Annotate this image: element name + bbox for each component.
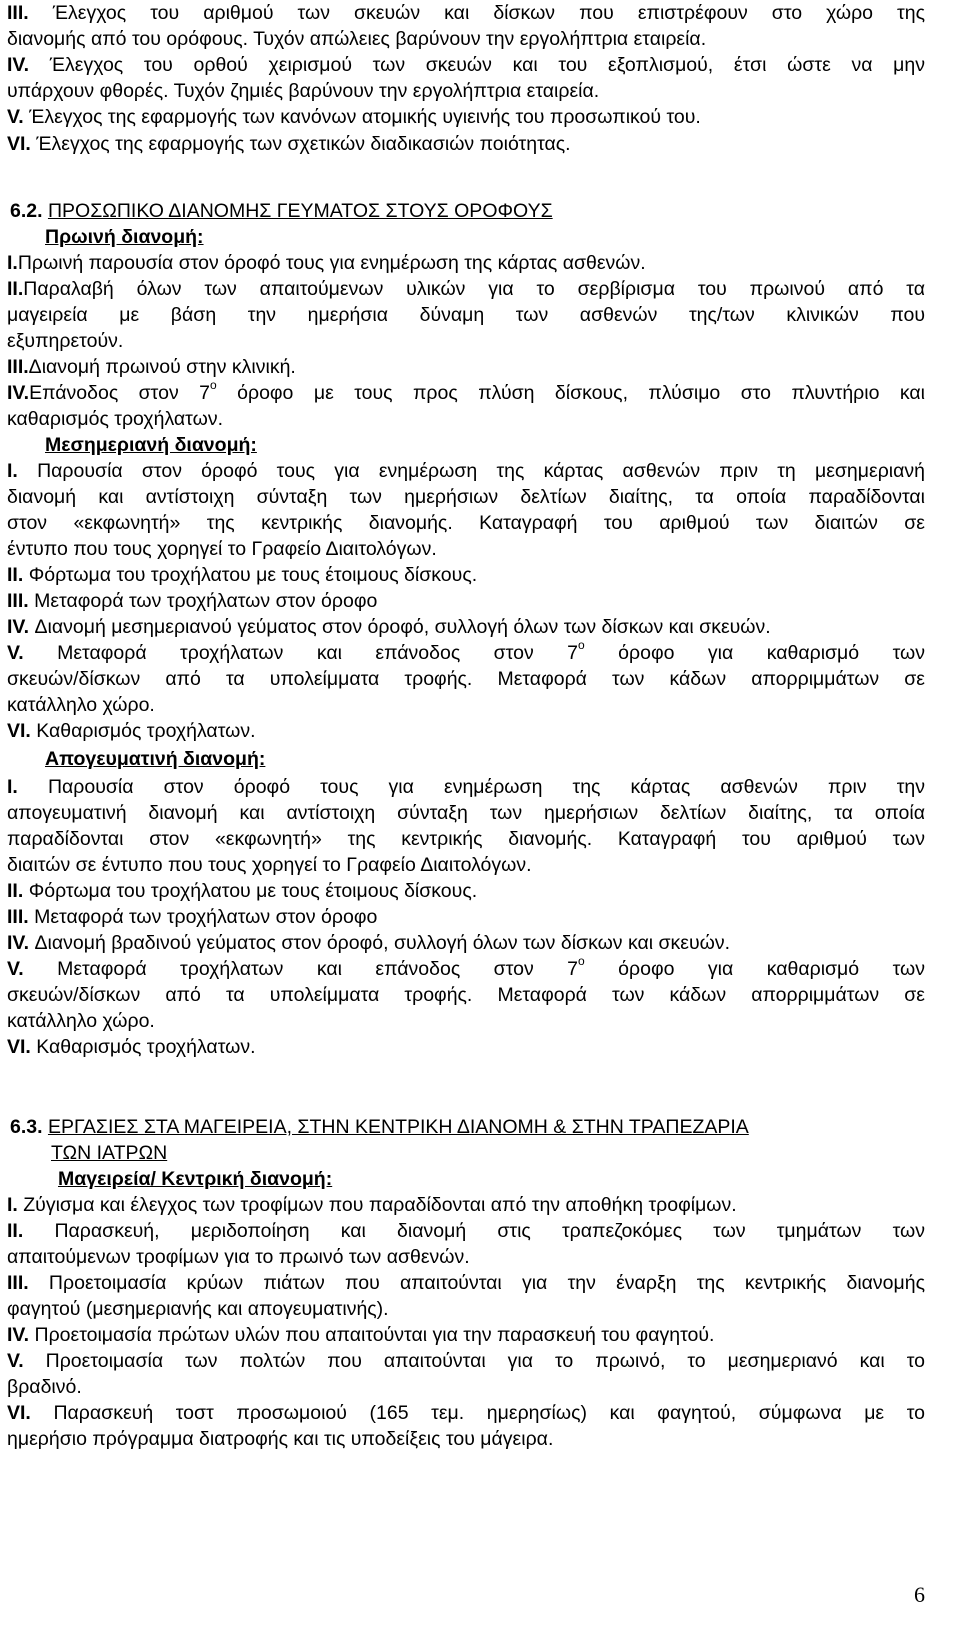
- morning-item-iv-cont: καθαρισμός τροχήλατων.: [7, 408, 224, 430]
- item-text: Παρουσία στον όροφό τους για ενημέρωση της κάρτας ασθενών πριν τη μεσημεριανή: [37, 460, 925, 482]
- noon-item-i: [7, 458, 925, 485]
- item-text: Μεταφορά των τροχήλατων στον όροφο: [34, 906, 378, 928]
- morning-item-ii: [7, 276, 925, 303]
- afternoon-item-v-cont2: κατάλληλο χώρο.: [7, 1010, 155, 1032]
- item-number: I.: [7, 776, 18, 798]
- noon-item-i-cont3: έντυπο που τους χορηγεί το Γραφείο Διαιτολόγων.: [7, 538, 437, 560]
- item-number: V.: [7, 958, 24, 980]
- subheading-kitchen: Μαγειρεία/ Κεντρική διανομή:: [58, 1168, 333, 1190]
- afternoon-item-v: [7, 956, 925, 983]
- section-heading-6-3: [10, 1114, 960, 1141]
- afternoon-item-ii: [7, 878, 960, 905]
- noon-item-i-cont2: στον «εκφωνητή» της κεντρικής διανομής. Καταγραφή του αριθμού των διαιτών σε: [7, 512, 925, 534]
- section-title: ΠΡΟΣΩΠΙΚΟ ΔΙΑΝΟΜΗΣ ΓΕΥΜΑΤΟΣ ΣΤΟΥΣ ΟΡΟΦΟΥΣ: [47, 200, 553, 222]
- item-text: Προετοιμασία πρώτων υλών που απαιτούνται για την παρασκευή του φαγητού.: [34, 1324, 715, 1346]
- kitchen-item-vi-cont: ημερήσιο πρόγραμμα διατροφής και τις υποδείξεις του μάγειρα.: [7, 1428, 554, 1450]
- morning-item-iv: [7, 380, 925, 407]
- superscript: ο: [210, 378, 217, 392]
- kitchen-item-v-cont: βραδινό.: [7, 1376, 82, 1398]
- item-text: Έλεγχος του αριθμού των σκευών και δίσκων που επιστρέφουν στο χώρο της: [52, 2, 926, 24]
- noon-item-v: [7, 640, 925, 667]
- section-heading-6-2: [10, 198, 960, 225]
- morning-item-ii-cont1: μαγειρεία με βάση την ημερήσια δύναμη των ασθενών της/των κλινικών που: [7, 304, 925, 326]
- item-text: Παρασκευή, μεριδοποίηση και διανομή στις τραπεζοκόμες των τμημάτων των: [54, 1220, 925, 1242]
- item-text: Επάνοδος στον 7: [29, 382, 210, 404]
- item-text: Μεταφορά τροχήλατων και επάνοδος στον 7: [57, 642, 579, 664]
- item-text: όροφο για καθαρισμό των: [584, 958, 925, 980]
- kitchen-item-i: [7, 1192, 960, 1219]
- noon-item-vi: [7, 718, 960, 745]
- item-text: Καθαρισμός τροχήλατων.: [36, 1036, 256, 1058]
- item-text: Διανομή μεσημεριανού γεύματος στον όροφό, συλλογή όλων των δίσκων και σκευών.: [34, 616, 771, 638]
- item-text: Φόρτωμα του τροχήλατου με τους έτοιμους δίσκους.: [28, 880, 478, 902]
- item-number: II.: [7, 564, 24, 586]
- item-number: III.: [7, 906, 29, 928]
- section-title: ΕΡΓΑΣΙΕΣ ΣΤΑ ΜΑΓΕΙΡΕΙΑ, ΣΤΗΝ ΚΕΝΤΡΙΚΗ ΔΙΑΝΟΜΗ & ΣΤΗΝ ΤΡΑΠΕΖΑΡΙΑ: [47, 1116, 749, 1138]
- afternoon-item-iii: [7, 904, 960, 931]
- item-number: V.: [7, 642, 24, 664]
- afternoon-item-vi: [7, 1034, 960, 1061]
- item-text: Ζύγισμα και έλεγχος των τροφίμων που παραδίδονται από την αποθήκη τροφίμων.: [23, 1194, 737, 1216]
- item-number: III.: [7, 590, 29, 612]
- superscript: ο: [578, 954, 585, 968]
- item-number: VI.: [7, 1036, 31, 1058]
- noon-item-v-cont2: κατάλληλο χώρο.: [7, 694, 155, 716]
- item-text: Παραλαβή όλων των απαιτούμενων υλικών για το σερβίρισμα του πρωινού από τα: [23, 278, 925, 300]
- section-number: 6.3.: [10, 1116, 43, 1138]
- noon-item-iii: [7, 588, 960, 615]
- intro-item-iii: [7, 0, 925, 27]
- superscript: ο: [578, 638, 585, 652]
- section-title-cont: ΤΩΝ ΙΑΤΡΩΝ: [51, 1142, 168, 1164]
- item-number: I.: [7, 460, 18, 482]
- item-text: Έλεγχος της εφαρμογής των κανόνων ατομικής υγιεινής του προσωπικού του.: [29, 106, 701, 128]
- item-number: II.: [7, 278, 24, 300]
- item-number: IV.: [7, 932, 30, 954]
- item-text: Παρασκευή τοστ προσωμοιού (165 τεμ. ημερησίως) και φαγητού, σύμφωνα με το: [53, 1402, 925, 1424]
- subheading-noon: Μεσημεριανή διανομή:: [45, 434, 257, 456]
- afternoon-item-i: [7, 774, 925, 801]
- subheading-morning: Πρωινή διανομή:: [45, 226, 204, 248]
- kitchen-item-iv: [7, 1322, 960, 1349]
- item-number: V.: [7, 1350, 24, 1372]
- item-number: III.: [7, 1272, 29, 1294]
- morning-item-i: [7, 250, 960, 277]
- kitchen-item-v: [7, 1348, 925, 1375]
- item-text: Έλεγχος του ορθού χειρισμού των σκευών και του εξοπλισμού, έτσι ώστε να μην: [49, 54, 925, 76]
- item-number: I.: [7, 252, 18, 274]
- item-number: III.: [7, 2, 29, 24]
- item-number: IV.: [7, 1324, 30, 1346]
- item-number: II.: [7, 880, 24, 902]
- item-number: IV.: [7, 616, 30, 638]
- item-text: Καθαρισμός τροχήλατων.: [36, 720, 256, 742]
- afternoon-item-i-cont3: διαιτών σε έντυπο που τους χορηγεί το Γραφείο Διαιτολόγων.: [7, 854, 532, 876]
- afternoon-item-iv: [7, 930, 960, 957]
- morning-item-ii-cont2: εξυπηρετούν.: [7, 330, 124, 352]
- intro-item-vi: [7, 131, 960, 158]
- intro-item-iv: [7, 52, 925, 79]
- kitchen-item-iii-cont: φαγητού (μεσημεριανής και απογευματινής).: [7, 1298, 389, 1320]
- section-number: 6.2.: [10, 200, 43, 222]
- kitchen-item-ii: [7, 1218, 925, 1245]
- noon-item-i-cont1: διανομή και αντίστοιχη σύνταξη των ημερήσιων δελτίων διαίτης, τα οποία παραδίδονται: [7, 486, 925, 508]
- item-text: Φόρτωμα του τροχήλατου με τους έτοιμους δίσκους.: [28, 564, 478, 586]
- item-number: IV.: [7, 382, 30, 404]
- page-number: 6: [914, 1582, 925, 1607]
- intro-item-iii-cont: διανομής από του ορόφους. Τυχόν απώλειες βαρύνουν την εργολήπτρια εταιρεία.: [7, 28, 707, 50]
- item-text: Πρωινή παρουσία στον όροφό τους για ενημέρωση της κάρτας ασθενών.: [17, 252, 646, 274]
- item-text: Προετοιμασία κρύων πιάτων που απαιτούνται για την έναρξη της κεντρικής διανομής: [48, 1272, 925, 1294]
- item-text: Μεταφορά τροχήλατων και επάνοδος στον 7: [57, 958, 579, 980]
- kitchen-item-vi: [7, 1400, 925, 1427]
- item-text: Παρουσία στον όροφό τους για ενημέρωση της κάρτας ασθενών πριν την: [47, 776, 925, 798]
- item-number: I.: [7, 1194, 18, 1216]
- item-text: όροφο για καθαρισμό των: [584, 642, 925, 664]
- intro-item-v: [7, 104, 960, 131]
- item-text: Διανομή πρωινού στην κλινική.: [28, 356, 296, 378]
- kitchen-item-ii-cont: απαιτούμενων τροφίμων για το πρωινό των ασθενών.: [7, 1246, 470, 1268]
- item-text: Έλεγχος της εφαρμογής των σχετικών διαδικασιών ποιότητας.: [36, 133, 571, 155]
- item-text: Διανομή βραδινού γεύματος στον όροφό, συλλογή όλων των δίσκων και σκευών.: [34, 932, 731, 954]
- item-number: VI.: [7, 720, 31, 742]
- afternoon-item-i-cont2: παραδίδονται στον «εκφωνητή» της κεντρικής διανομής. Καταγραφή του αριθμού των: [7, 828, 925, 850]
- noon-item-v-cont1: σκευών/δίσκων από τα υπολείμματα τροφής. Μεταφορά των κάδων απορριμμάτων σε: [7, 668, 925, 690]
- item-number: IV.: [7, 54, 30, 76]
- noon-item-ii: [7, 562, 960, 589]
- noon-item-iv: [7, 614, 960, 641]
- item-number: VI.: [7, 133, 31, 155]
- morning-item-iii: [7, 354, 960, 381]
- intro-item-iv-cont: υπάρχουν φθορές. Τυχόν ζημιές βαρύνουν την εργολήπτρια εταιρεία.: [7, 80, 600, 102]
- item-number: VI.: [7, 1402, 31, 1424]
- afternoon-item-i-cont1: απογευματινή διανομή και αντίστοιχη σύνταξη των ημερήσιων δελτίων διαίτης, τα οποία: [7, 802, 925, 824]
- item-text: Μεταφορά των τροχήλατων στον όροφο: [34, 590, 378, 612]
- kitchen-item-iii: [7, 1270, 925, 1297]
- item-text: όροφο με τους προς πλύση δίσκους, πλύσιμο στο πλυντήριο και: [216, 382, 925, 404]
- item-number: V.: [7, 106, 24, 128]
- item-text: Προετοιμασία των πολτών που απαιτούνται για το πρωινό, το μεσημεριανό και το: [45, 1350, 925, 1372]
- afternoon-item-v-cont1: σκευών/δίσκων από τα υπολείμματα τροφής. Μεταφορά των κάδων απορριμμάτων σε: [7, 984, 925, 1006]
- subheading-afternoon: Απογευματινή διανομή:: [45, 748, 266, 770]
- item-number: III.: [7, 356, 29, 378]
- item-number: II.: [7, 1220, 24, 1242]
